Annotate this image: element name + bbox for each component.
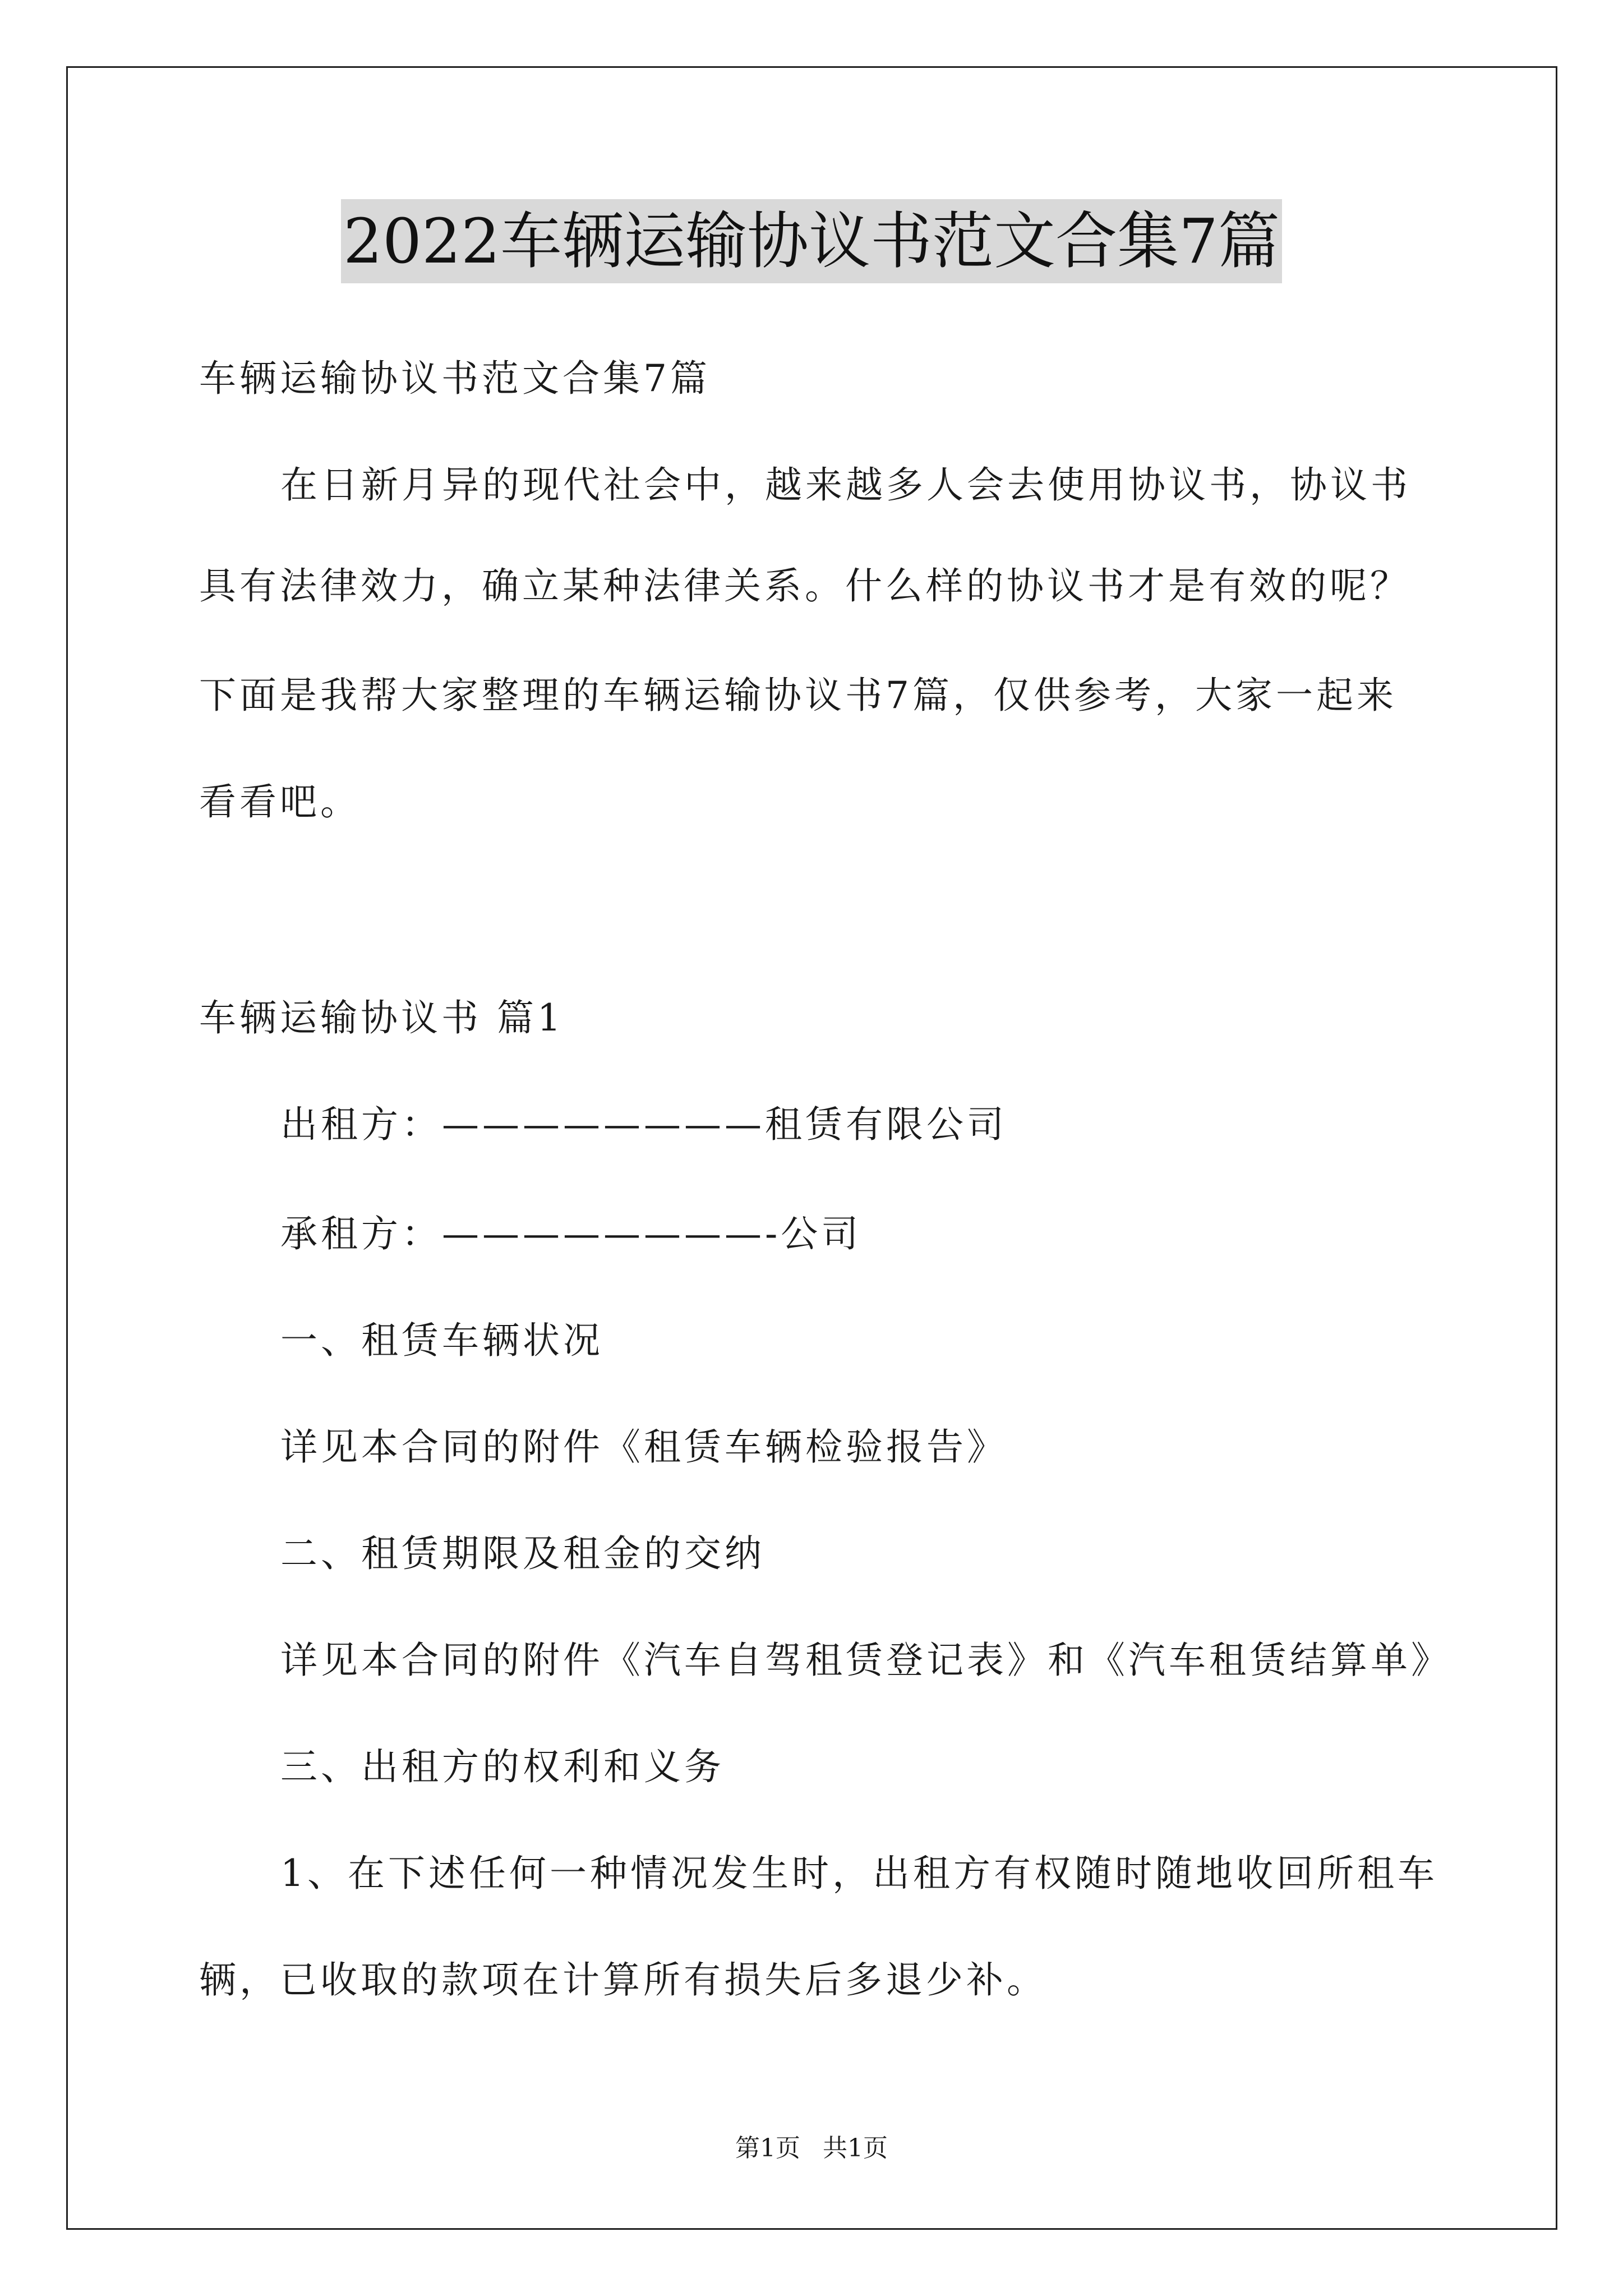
clause-2-heading: 二、租赁期限及租金的交纳	[280, 1532, 765, 1575]
intro-line-3: 下面是我帮大家整理的车辆运输协议书7篇，仅供参考，大家一起来	[199, 674, 1397, 717]
page-total: 共1页	[823, 2134, 888, 2162]
page-number: 第1页	[735, 2134, 800, 2162]
title-container	[0, 199, 1623, 283]
lessor-line: 出租方：————————租赁有限公司	[280, 1103, 1007, 1146]
page-footer	[0, 2132, 1623, 2165]
intro-line-1: 在日新月异的现代社会中，越来越多人会去使用协议书，协议书	[280, 463, 1411, 507]
subtitle-line: 车辆运输协议书范文合集7篇	[199, 357, 711, 400]
intro-line-2: 具有法律效力，确立某种法律关系。什么样的协议书才是有效的呢？	[199, 564, 1410, 608]
lessee-line: 承租方：————————-公司	[280, 1212, 862, 1255]
clause-3-item-1-line-1: 1、在下述任何一种情况发生时，出租方有权随时随地收回所租车	[280, 1852, 1438, 1895]
document-title: 2022车辆运输协议书范文合集7篇	[341, 199, 1282, 283]
clause-3-heading: 三、出租方的权利和义务	[280, 1745, 725, 1788]
clause-1-detail: 详见本合同的附件《租赁车辆检验报告》	[280, 1425, 1007, 1469]
clause-3-item-1-line-2: 辆，已收取的款项在计算所有损失后多退少补。	[199, 1958, 1047, 2001]
section-heading: 车辆运输协议书 篇1	[199, 996, 564, 1039]
intro-line-4: 看看吧。	[199, 780, 361, 823]
clause-1-heading: 一、租赁车辆状况	[280, 1319, 603, 1362]
clause-2-detail: 详见本合同的附件《汽车自驾租赁登记表》和《汽车租赁结算单》	[280, 1639, 1451, 1682]
